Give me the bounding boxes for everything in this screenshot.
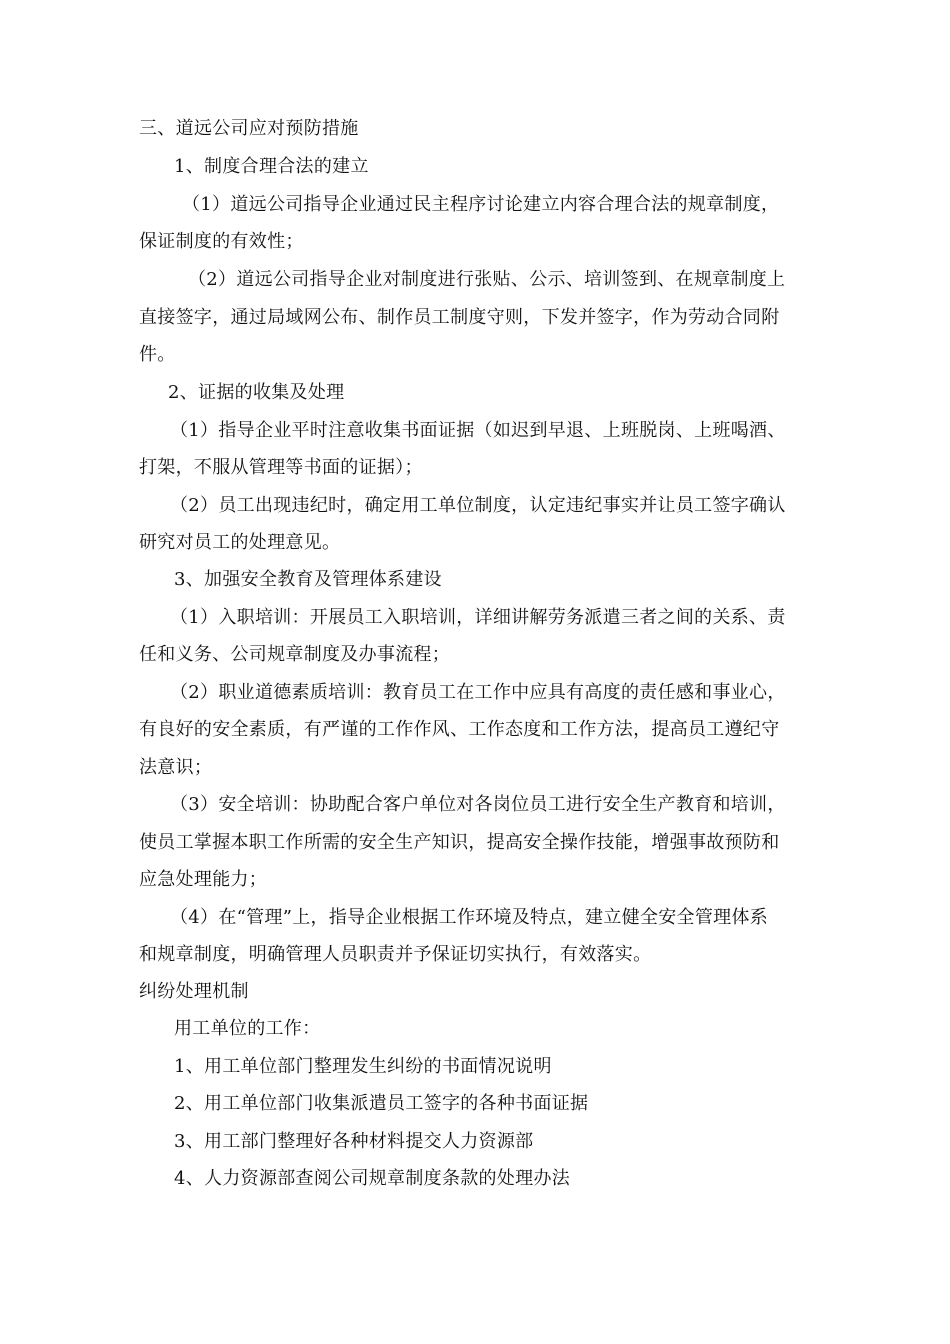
paragraph-line: 直接签字，通过局域网公布、制作员工制度守则，下发并签字，作为劳动合同附 <box>139 307 780 328</box>
paragraph-line: 打架，不服从管理等书面的证据）； <box>139 457 423 478</box>
list-item: 2、用工单位部门收集派遣员工签字的各种书面证据 <box>174 1093 589 1114</box>
item-title: 1、制度合理合法的建立 <box>174 156 369 177</box>
paragraph-line: （4）在“管理”上，指导企业根据工作环境及特点，建立健全安全管理体系 <box>170 907 769 928</box>
item-title: 3、加强安全教育及管理体系建设 <box>174 569 442 590</box>
paragraph-line: （1）指导企业平时注意收集书面证据（如迟到早退、上班脱岗、上班喝酒、 <box>170 420 786 441</box>
paragraph-line: 和规章制度，明确管理人员职责并予保证切实执行，有效落实。 <box>139 944 652 965</box>
section-heading: 纠纷处理机制 <box>139 981 249 1002</box>
paragraph-line: 应急处理能力； <box>139 869 268 890</box>
subheading: 用工单位的工作： <box>174 1018 321 1039</box>
list-item: 1、用工单位部门整理发生纠纷的书面情况说明 <box>174 1056 552 1077</box>
paragraph-line: （2）职业道德素质培训：教育员工在工作中应具有高度的责任感和事业心， <box>170 682 786 703</box>
paragraph-line: （3）安全培训：协助配合客户单位对各岗位员工进行安全生产教育和培训， <box>170 794 786 815</box>
paragraph-line: （1）入职培训：开展员工入职培训，详细讲解劳务派遣三者之间的关系、责 <box>170 607 786 628</box>
paragraph-line: 件。 <box>139 344 176 365</box>
paragraph-line: 法意识； <box>139 757 213 778</box>
list-item: 3、用工部门整理好各种材料提交人力资源部 <box>174 1131 534 1152</box>
paragraph-line: 有良好的安全素质，有严谨的工作作风、工作态度和工作方法，提高员工遵纪守 <box>139 719 780 740</box>
item-title: 2、证据的收集及处理 <box>168 382 345 403</box>
paragraph-line: （2）员工出现违纪时，确定用工单位制度，认定违纪事实并让员工签字确认 <box>170 495 786 516</box>
section-heading: 三、道远公司应对预防措施 <box>139 118 359 139</box>
paragraph-line: （2）道远公司指导企业对制度进行张贴、公示、培训签到、在规章制度上 <box>188 269 786 290</box>
paragraph-line: 保证制度的有效性； <box>139 231 304 252</box>
paragraph-line: （1）道远公司指导企业通过民主程序讨论建立内容合理合法的规章制度， <box>182 194 780 215</box>
paragraph-line: 使员工掌握本职工作所需的安全生产知识，提高安全操作技能，增强事故预防和 <box>139 832 780 853</box>
list-item: 4、人力资源部查阅公司规章制度条款的处理办法 <box>174 1168 571 1189</box>
paragraph-line: 任和义务、公司规章制度及办事流程； <box>139 644 451 665</box>
paragraph-line: 研究对员工的处理意见。 <box>139 532 341 553</box>
